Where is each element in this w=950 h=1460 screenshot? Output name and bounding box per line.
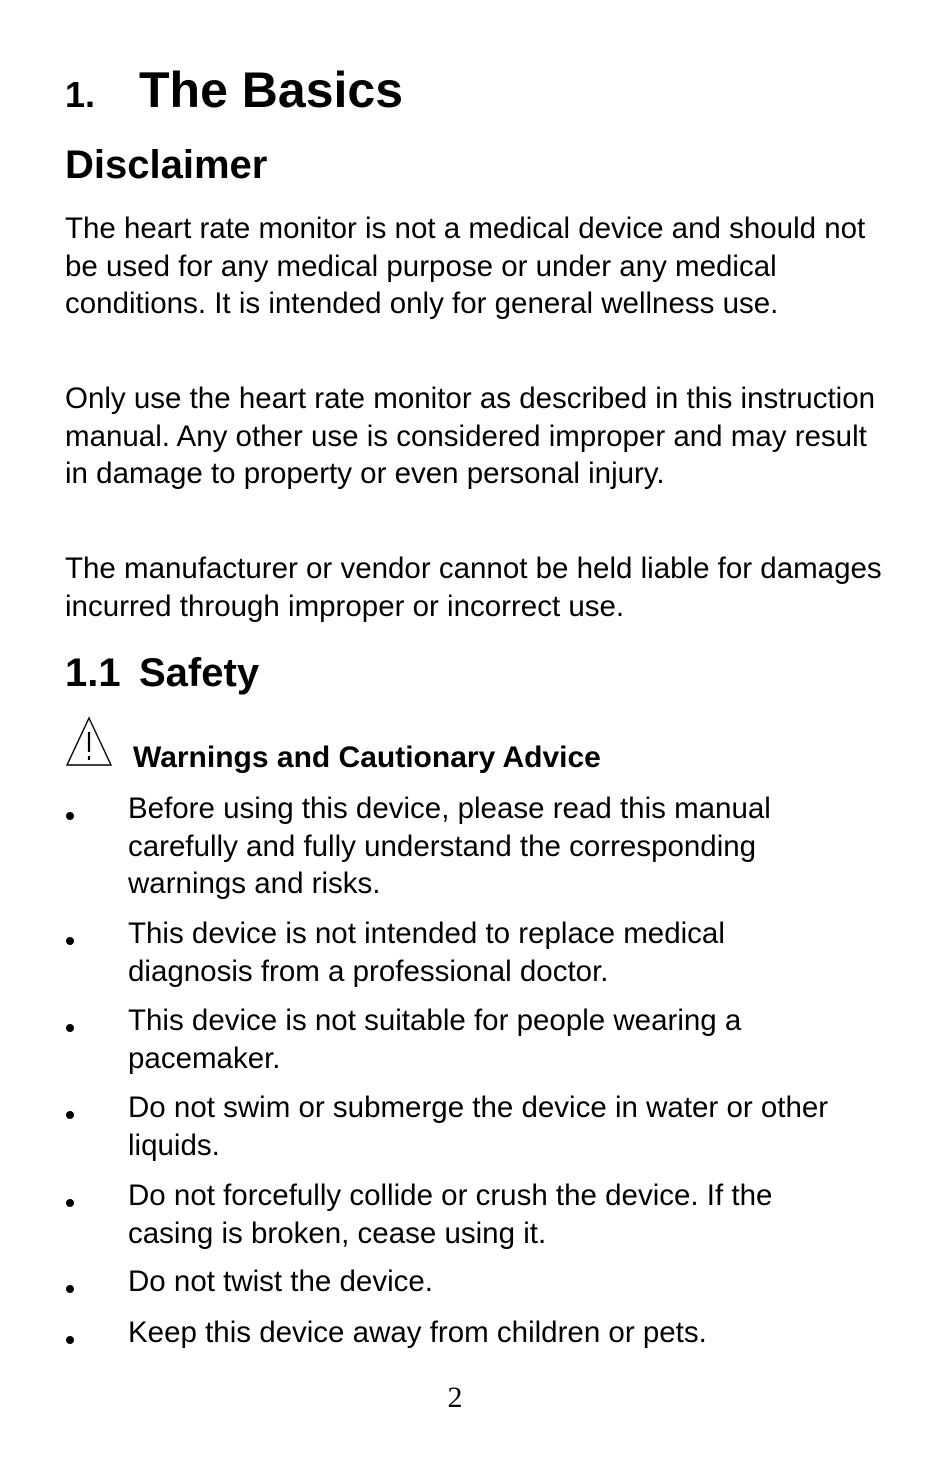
bullet-icon bbox=[66, 812, 74, 820]
chapter-title-text: The Basics bbox=[139, 62, 404, 118]
bullet-text: Do not forcefully collide or crush the device. If the casing is broken, cease using it. bbox=[128, 1179, 773, 1250]
bullet-text: Keep this device away from children or pets. bbox=[128, 1316, 707, 1349]
page-number: 2 bbox=[447, 1381, 463, 1414]
bullet-icon bbox=[66, 1199, 74, 1207]
safety-section-number: 1.1 bbox=[65, 651, 121, 695]
bullet-icon bbox=[66, 1285, 74, 1293]
safety-heading-text: Safety bbox=[139, 651, 260, 695]
disclaimer-paragraph: The heart rate monitor is not a medical device and should not be used for any medical purpose or under any medical conditions. It is intended only for general wellness use. bbox=[65, 212, 866, 320]
bullet-text: Do not swim or submerge the device in water or other liquids. bbox=[128, 1091, 829, 1162]
bullet-text: Before using this device, please read this manual carefully and fully understand the corresponding warnings and risks. bbox=[128, 792, 771, 900]
disclaimer-paragraph: The manufacturer or vendor cannot be held liable for damages incurred through improper or incorrect use. bbox=[65, 552, 882, 623]
bullet-icon bbox=[66, 937, 74, 945]
bullet-icon bbox=[66, 1024, 74, 1032]
bullet-text: This device is not intended to replace medical diagnosis from a professional doctor. bbox=[128, 917, 725, 988]
disclaimer-paragraph: Only use the heart rate monitor as described in this instruction manual. Any other use is considered improper and may result in damage to property or even personal injury. bbox=[65, 382, 876, 490]
disclaimer-heading: Disclaimer bbox=[65, 143, 268, 187]
chapter-number: 1. bbox=[65, 74, 96, 115]
warning-title: Warnings and Cautionary Advice bbox=[133, 741, 601, 774]
bullet-icon bbox=[66, 1111, 74, 1119]
bullet-text: This device is not suitable for people wearing a pacemaker. bbox=[128, 1004, 742, 1075]
bullet-text: Do not twist the device. bbox=[128, 1265, 433, 1298]
bullet-icon bbox=[66, 1336, 74, 1344]
